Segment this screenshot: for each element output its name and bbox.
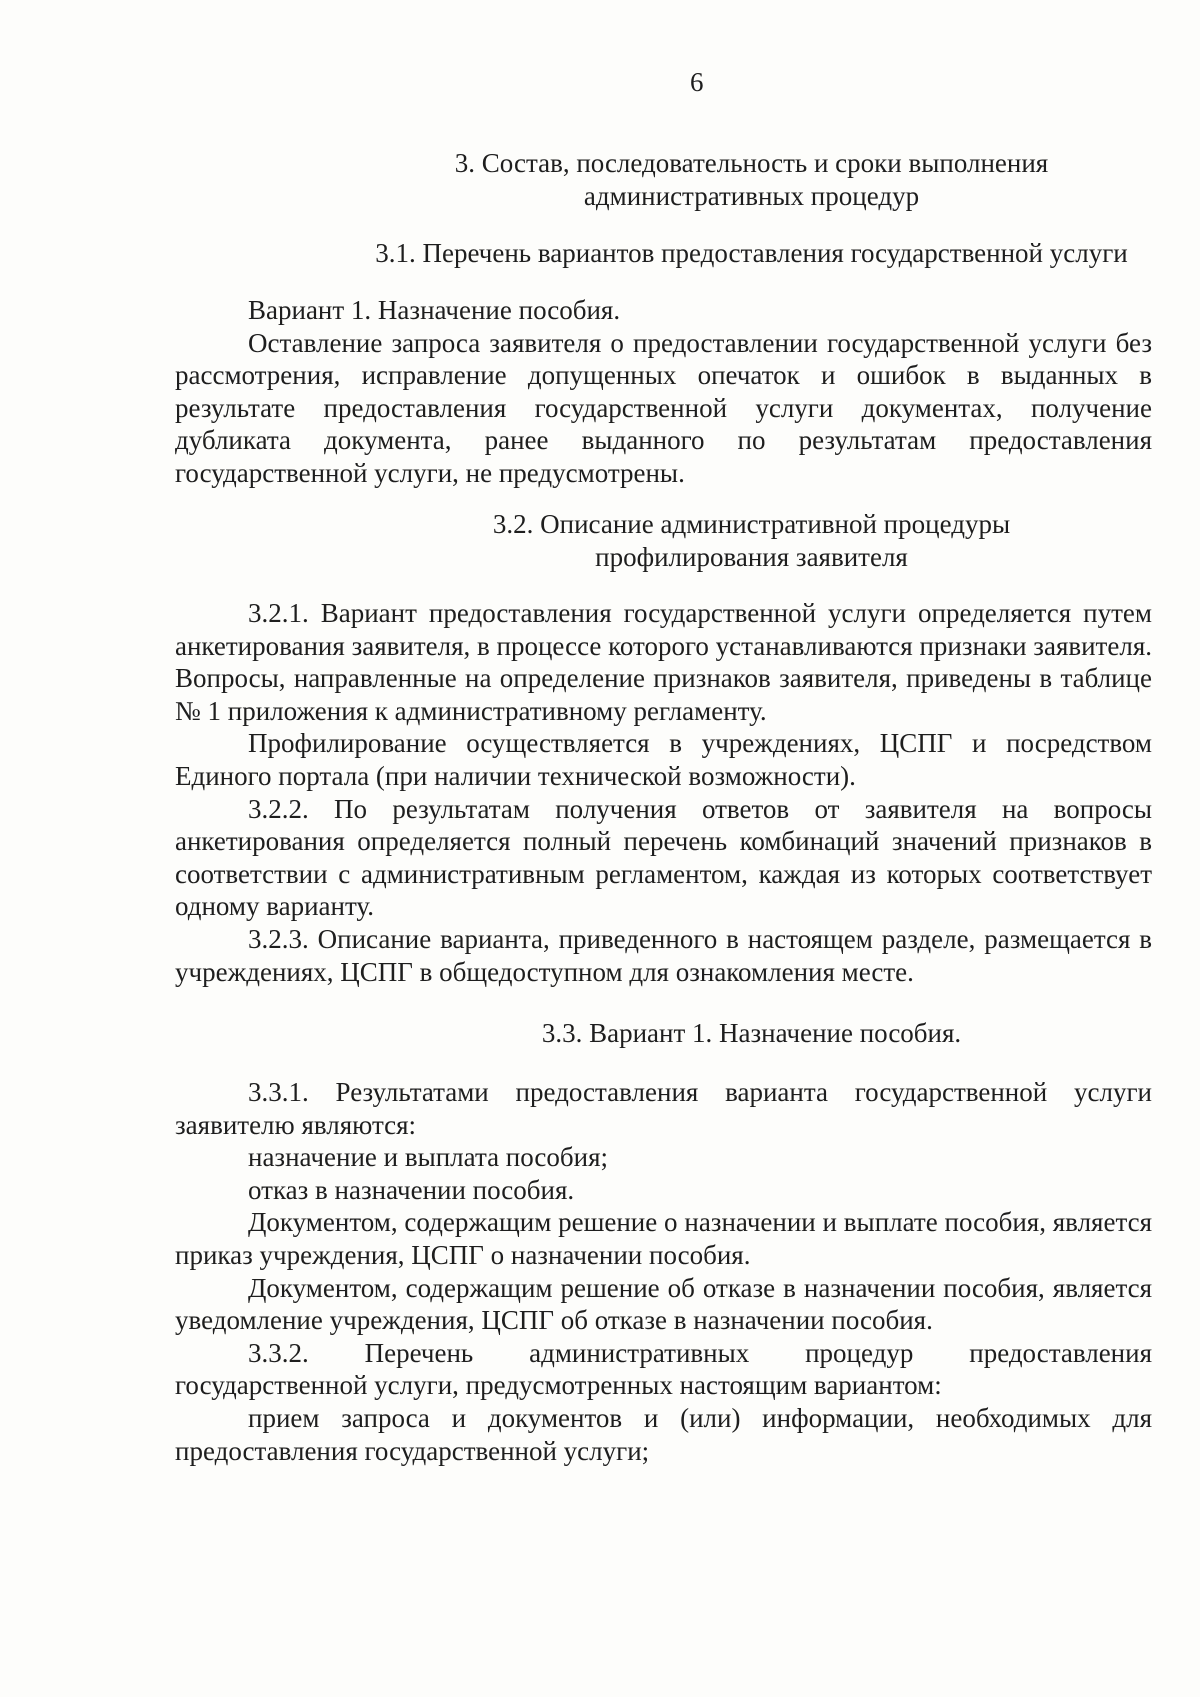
section-3-title-line-2: административных процедур bbox=[583, 180, 920, 211]
section-3-1-heading bbox=[175, 237, 1200, 270]
paragraph: Документом, содержащим решение о назначении и выплате пособия, является приказ учреждения, ЦСПГ о назначении пособия. bbox=[175, 1207, 1152, 1270]
section-3-2-title-line-1: 3.2. Описание административной процедуры bbox=[492, 509, 1011, 539]
paragraph: 3.2.3. Описание варианта, приведенного в настоящем разделе, размещается в учреждениях, ЦСПГ в общедоступном для ознакомления месте. bbox=[175, 923, 1152, 987]
section-3-3-heading bbox=[175, 1017, 1200, 1050]
section-3-1-body bbox=[175, 294, 1152, 490]
paragraph: прием запроса и документов и (или) информации, необходимых для предоставления государственной услуги; bbox=[175, 1402, 1152, 1466]
page-number-text: 6 bbox=[690, 67, 704, 97]
paragraph: Профилирование осуществляется в учреждениях, ЦСПГ и посредством Единого портала (при наличии технической возможности). bbox=[175, 728, 1152, 791]
paragraph: Вариант 1. Назначение пособия. bbox=[248, 295, 621, 325]
paragraph: 3.3.2. Перечень административных процедур предоставления государственной услуги, предусмотренных настоящим вариантом: bbox=[175, 1337, 1152, 1401]
paragraph: 3.2.1. Вариант предоставления государственной услуги определяется путем анкетирования заявителя, в процессе которого устанавливаются признаки заявителя. Вопросы, направленные на определение признаков заявителя, приведены в таблице № 1 приложения к административному регламенту. bbox=[175, 598, 1152, 726]
paragraph: 3.2.2. По результатам получения ответов от заявителя на вопросы анкетирования определяется полный перечень комбинаций значений признаков в соответствии с административным регламентом, каждая из которых соответствует одному варианту. bbox=[175, 793, 1152, 922]
list-item: отказ в назначении пособия. bbox=[248, 1174, 575, 1205]
paragraph: Оставление запроса заявителя о предоставлении государственной услуги без рассмотрения, исправление допущенных опечаток и ошибок в выданных в результате предоставления государственной услуги документах, получение дубликата документа, ранее выданного по результатам предоставления государственной услуги, не предусмотрены. bbox=[175, 327, 1152, 488]
section-3-2-title-line-2: профилирования заявителя bbox=[595, 541, 908, 572]
paragraph: 3.3.1. Результатами предоставления варианта государственной услуги заявителю являются: bbox=[175, 1077, 1152, 1140]
list-item: назначение и выплата пособия; bbox=[248, 1142, 609, 1173]
section-3-3-title: 3.3. Вариант 1. Назначение пособия. bbox=[541, 1018, 962, 1048]
paragraph: Документом, содержащим решение об отказе в назначении пособия, является уведомление учреждения, ЦСПГ об отказе в назначении пособия. bbox=[175, 1272, 1152, 1336]
section-3-3-body bbox=[175, 1076, 1152, 1467]
section-3-1-title: 3.1. Перечень вариантов предоставления государственной услуги bbox=[375, 238, 1128, 268]
section-3-2-heading bbox=[175, 508, 1200, 573]
section-3-title-line-1: 3. Состав, последовательность и сроки выполнения bbox=[454, 148, 1049, 178]
section-3-heading bbox=[175, 147, 1200, 212]
section-3-2-body bbox=[175, 597, 1152, 988]
